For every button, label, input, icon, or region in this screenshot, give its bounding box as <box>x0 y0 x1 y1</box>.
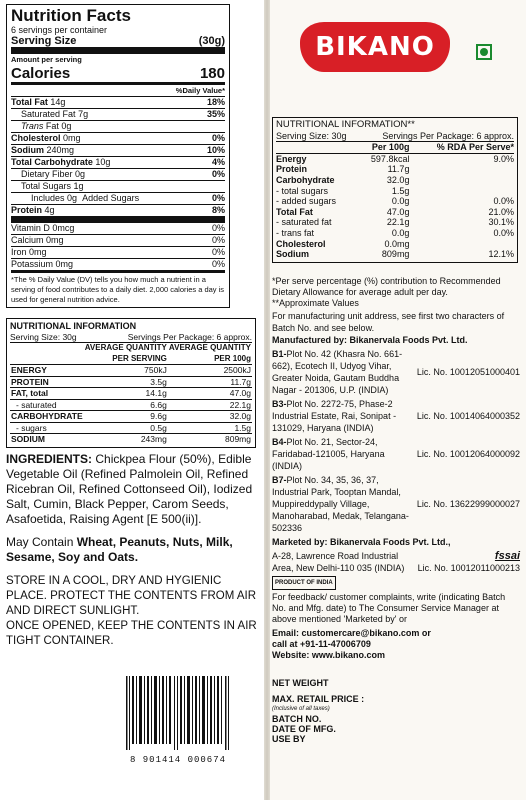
batch-label: BATCH NO. <box>272 714 322 724</box>
nf-row-trans-fat: Trans Fat 0g <box>11 120 225 132</box>
mfg-marketed-by: Marketed by: Bikanervala Foods Pvt. Ltd., <box>272 537 451 547</box>
nf-row-iron: Iron 0mg 0% <box>11 247 225 257</box>
nf-row-dietary-fiber: Dietary Fiber 0g 0% <box>11 168 225 180</box>
bikano-logo: BIKANO <box>300 22 450 72</box>
fssai-logo: fssai <box>494 550 520 562</box>
right-panel <box>270 0 526 800</box>
mfg-plant: B3-Plot No. 2272-75, Phase-2 Industrial Estate, Rai, Sonipat - 131029, Haryana (INDIA) Lic. No. 10014064000352 <box>272 399 520 433</box>
left-nutritional-info <box>6 318 256 448</box>
mfg-marketed: A-28, Lawrence Road Industrial Area, New Delhi-110 035 (INDIA) fssai Lic. No. 10012011000213 <box>272 550 520 573</box>
customer-feedback: For feedback/ customer complaints, write (indicating Batch No. and Mfg. date) to The Consumer Service Manager at above mentioned 'Marketed by' or Email: customercare@bikano.com or call at +91-11-47006709 Website: www.bikano.com <box>272 592 520 661</box>
nf-amount-per-serving: Amount per serving <box>11 47 225 65</box>
barcode <box>122 676 234 765</box>
right-ni-row: - saturated fat 22.1g 30.1% <box>276 217 514 228</box>
mrp-note: (Inclusive of all taxes) <box>272 706 330 712</box>
right-ni-row: - total sugars 1.5g <box>276 185 410 196</box>
nf-row-sodium: Sodium 240mg 10% <box>11 145 225 155</box>
right-ni-row: - added sugars 0.0g 0.0% <box>276 196 514 207</box>
manufacturer-info <box>272 310 520 590</box>
nf-dv-header: %Daily Value* <box>11 82 225 96</box>
left-ni-table <box>10 342 252 445</box>
use-by-label: USE BY <box>272 734 306 744</box>
nf-row-calcium: Calcium 0mg 0% <box>11 235 225 245</box>
left-ni-row: CARBOHYDRATE 9.6g 32.0g <box>11 411 251 421</box>
left-ni-row: ENERGY 750kJ 2500kJ <box>11 365 251 375</box>
right-ni-row: Protein 11.7g <box>276 164 410 175</box>
nf-row-total-carb: Total Carbohydrate 10g 4% <box>11 157 225 167</box>
allergen-statement: May Contain Wheat, Peanuts, Nuts, Milk, Sesame, Soy and Oats. <box>6 535 233 564</box>
nutrition-notes: *Per serve percentage (%) contribution to Recommended Dietary Allowance for average adult per day. **Approximate Values <box>272 276 501 308</box>
mrp-label: MAX. RETAIL PRICE : <box>272 694 365 704</box>
nutrition-facts-label <box>6 4 230 308</box>
right-ni-row: Carbohydrate 32.0g <box>276 174 410 185</box>
right-ni-table <box>276 141 514 260</box>
nf-servings: 6 servings per container <box>11 25 108 35</box>
mfg-plant: B4-Plot No. 21, Sector-24, Faridabad-121005, Haryana (INDIA) Lic. No. 10012064000092 <box>272 437 520 471</box>
barcode-bars-icon <box>122 676 234 750</box>
nf-row-vitamin-d: Vitamin D 0mcg 0% <box>11 216 225 234</box>
right-ni-row: Sodium 809mg 12.1% <box>276 249 514 260</box>
nf-row-added-sugars: Includes 0g Added Sugars 0% <box>11 192 225 204</box>
mfg-plant: B7-Plot No. 34, 35, 36, 37, Industrial Park, Tooptan Mandal, Muppireddypally Village, Manoharabad, Medak, Telangana-502336 Lic. No. 13622999000027 <box>272 475 520 533</box>
storage-instructions: STORE IN A COOL, DRY AND HYGIENIC PLACE. PROTECT THE CONTENTS FROM AIR AND DIRECT SUNLIGHT. ONCE OPENED, KEEP THE CONTENTS IN AIR TIGHT CONTAINER. <box>6 575 257 647</box>
nf-row-total-sugars: Total Sugars 1g <box>11 180 225 192</box>
right-ni-header: Per 100g % RDA Per Serve* <box>276 142 514 154</box>
ingredients: INGREDIENTS: Chickpea Flour (50%), Edible Vegetable Oil (Refined Palmolein Oil, Refined Ricebran Oil, Refined Cottonseed Oil), Iodized Salt, Cumin, Black Pepper, Carom Seeds, Asafoetida, Raising Agent [E 500(ii)]. <box>6 452 253 526</box>
nf-footnote: *The % Daily Value (DV) tells you how much a nutrient in a serving of food contributes to a daily diet. 2,000 calories a day is used for general nutrition advice. <box>11 270 225 305</box>
nf-row-cholesterol: Cholesterol 0mg 0% <box>11 133 225 143</box>
nf-calories: Calories 180 <box>11 65 225 82</box>
left-ni-header: AVERAGE QUANTITY PER SERVING AVERAGE QUANTITY PER 100g <box>10 343 252 365</box>
right-ni-row: Energy 597.8kcal 9.0% <box>276 153 514 164</box>
right-ni-row: - trans fat 0.0g 0.0% <box>276 227 514 238</box>
right-ni-row: Cholesterol 0.0mg <box>276 238 410 249</box>
nf-serving-size: Serving Size (30g) <box>11 35 225 47</box>
nf-row-total-fat: Total Fat 14g 18% <box>11 97 225 107</box>
left-ni-row: - saturated 6.6g 22.1g <box>10 399 252 411</box>
mfg-plant: B1-Plot No. 42 (Khasra No. 661-662), Ecotech II, Udyog Vihar, Greater Noida, Gautam Buddha Nagar - 201306, U.P. (INDIA) Lic. No. 10012051000401 <box>272 349 520 395</box>
right-ni-heading: NUTRITIONAL INFORMATION** <box>276 119 415 130</box>
left-ni-row: PROTEIN 3.5g 11.7g <box>11 376 251 387</box>
barcode-number: 8 901414 000674 <box>129 755 226 765</box>
nf-row-protein: Protein 4g 8% <box>11 205 225 215</box>
feedback-website: Website: www.bikano.com <box>272 650 386 660</box>
left-ni-row: - sugars 0.5g 1.5g <box>10 422 252 434</box>
nf-title: Nutrition Facts <box>11 6 131 25</box>
mfg-by: Manufactured by: Bikanervala Foods Pvt. Ltd. <box>272 335 468 345</box>
nf-row-saturated-fat: Saturated Fat 7g 35% <box>11 108 225 120</box>
left-ni-row: SODIUM 243mg 809mg <box>11 434 251 444</box>
product-of-india-badge: PRODUCT OF INDIA <box>272 576 336 590</box>
net-weight-label: NET WEIGHT <box>272 678 329 688</box>
packaging-info <box>272 678 472 744</box>
veg-mark-icon <box>476 44 492 60</box>
veg-dot-icon <box>480 48 488 56</box>
nf-row-potassium: Potassium 0mg 0% <box>11 259 225 269</box>
right-nutritional-info <box>272 117 518 263</box>
left-ni-heading: NUTRITIONAL INFORMATION <box>10 321 137 331</box>
left-ni-serving: Serving Size: 30g Servings Per Package: 6 approx. <box>10 331 252 342</box>
mfg-date-label: DATE OF MFG. <box>272 724 336 734</box>
right-ni-row: Total Fat 47.0g 21.0% <box>276 206 514 217</box>
right-ni-serving: Serving Size: 30g Servings Per Package: 6 approx. <box>276 130 514 141</box>
left-ni-row: FAT, total 14.1g 47.0g <box>11 388 251 398</box>
mfg-intro: For manufacturing unit address, see first two characters of Batch No. and see below. <box>272 311 505 333</box>
feedback-phone: call at +91-11-47006709 <box>272 639 371 649</box>
feedback-email: Email: customercare@bikano.com or <box>272 628 431 638</box>
